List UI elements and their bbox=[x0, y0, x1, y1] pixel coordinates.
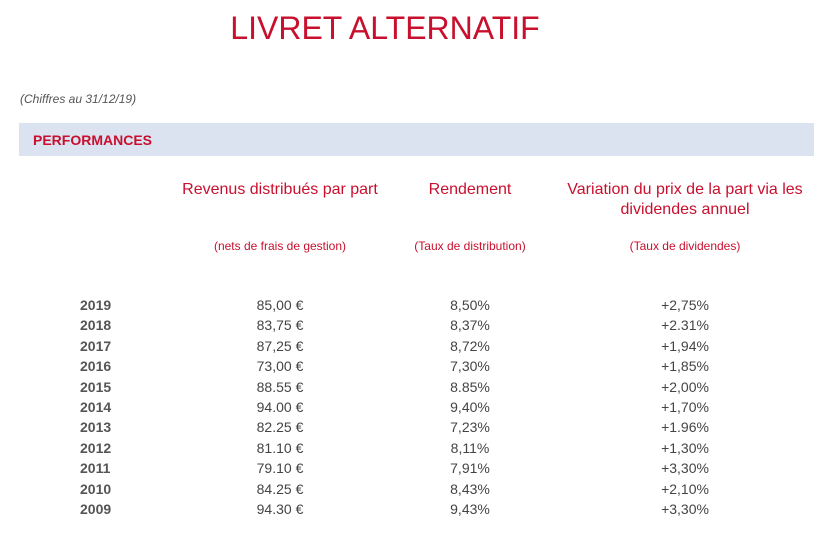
year-cell: 2009 bbox=[80, 500, 112, 517]
table-row bbox=[0, 315, 824, 335]
year-cell: 2010 bbox=[80, 480, 112, 497]
table-row bbox=[0, 417, 824, 437]
page-title: LIVRET ALTERNATIF bbox=[230, 10, 540, 46]
table-row bbox=[0, 336, 824, 356]
table-row bbox=[0, 479, 824, 499]
table-row bbox=[0, 377, 824, 397]
variation-cell: +1,85% bbox=[661, 358, 709, 375]
yield-cell: 8,43% bbox=[450, 480, 490, 497]
column-subheader-variation: (Taux de dividendes) bbox=[629, 239, 741, 253]
yield-cell: 8,37% bbox=[450, 317, 490, 334]
yield-cell: 7,23% bbox=[450, 419, 490, 436]
table-row bbox=[0, 295, 824, 315]
column-subheader-yield: (Taux de distribution) bbox=[414, 239, 526, 253]
variation-cell: +1.96% bbox=[661, 419, 709, 436]
yield-cell: 7,91% bbox=[450, 460, 490, 477]
column-header-revenue: Revenus distribués par part bbox=[182, 181, 378, 198]
variation-cell: +2,00% bbox=[661, 378, 709, 395]
yield-cell: 9,43% bbox=[450, 500, 490, 517]
revenue-cell: 79.10 € bbox=[256, 460, 304, 477]
revenue-cell: 87,25 € bbox=[256, 337, 304, 354]
yield-cell: 8,11% bbox=[450, 439, 490, 456]
revenue-cell: 82.25 € bbox=[256, 419, 304, 436]
performance-table bbox=[0, 295, 824, 519]
yield-cell: 9,40% bbox=[450, 398, 490, 415]
year-cell: 2019 bbox=[80, 297, 112, 313]
variation-cell: +2.31% bbox=[661, 317, 709, 334]
variation-cell: +2,75% bbox=[661, 297, 709, 313]
year-cell: 2016 bbox=[80, 358, 112, 375]
variation-cell: +1,70% bbox=[661, 398, 709, 415]
yield-cell: 7,30% bbox=[450, 358, 490, 375]
year-cell: 2018 bbox=[80, 317, 112, 334]
yield-cell: 8.85% bbox=[450, 378, 490, 395]
table-row bbox=[0, 438, 824, 458]
revenue-cell: 81.10 € bbox=[256, 439, 304, 456]
year-cell: 2015 bbox=[80, 378, 112, 395]
section-header-bar bbox=[19, 123, 814, 156]
table-row bbox=[0, 458, 824, 478]
variation-cell: +3,30% bbox=[661, 460, 709, 477]
revenue-cell: 94.00 € bbox=[256, 398, 304, 415]
section-title: PERFORMANCES bbox=[33, 132, 153, 148]
revenue-cell: 83,75 € bbox=[256, 317, 304, 334]
year-cell: 2011 bbox=[80, 460, 111, 477]
revenue-cell: 73,00 € bbox=[256, 358, 304, 375]
year-cell: 2014 bbox=[80, 398, 112, 415]
column-header-variation: Variation du prix de la part via les dividendes annuel bbox=[567, 181, 803, 218]
yield-cell: 8,50% bbox=[450, 297, 490, 313]
as-of-date-note: (Chiffres au 31/12/19) bbox=[20, 92, 137, 106]
column-subheader-revenue: (nets de frais de gestion) bbox=[213, 239, 347, 253]
table-row bbox=[0, 397, 824, 417]
variation-cell: +2,10% bbox=[661, 480, 709, 497]
year-cell: 2017 bbox=[80, 337, 112, 354]
year-cell: 2012 bbox=[80, 439, 112, 456]
revenue-cell: 88.55 € bbox=[256, 378, 304, 395]
revenue-cell: 85,00 € bbox=[256, 297, 304, 313]
table-row bbox=[0, 499, 824, 519]
yield-cell: 8,72% bbox=[450, 337, 490, 354]
variation-cell: +1,94% bbox=[661, 337, 709, 354]
variation-cell: +3,30% bbox=[661, 500, 709, 517]
table-row bbox=[0, 356, 824, 376]
variation-cell: +1,30% bbox=[661, 439, 709, 456]
revenue-cell: 84.25 € bbox=[256, 480, 304, 497]
revenue-cell: 94.30 € bbox=[256, 500, 304, 517]
year-cell: 2013 bbox=[80, 419, 112, 436]
column-header-yield: Rendement bbox=[428, 181, 512, 198]
